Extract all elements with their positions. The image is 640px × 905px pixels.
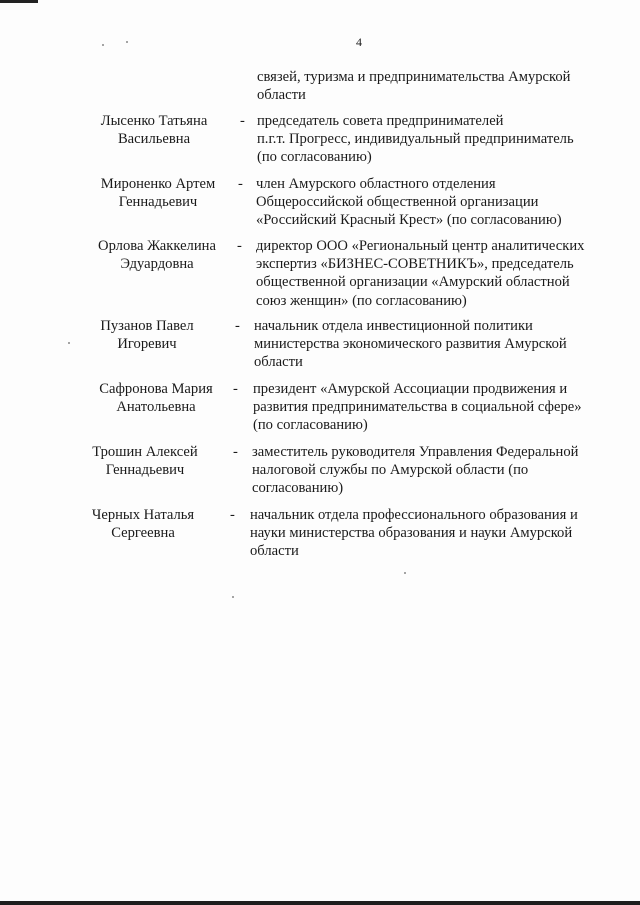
member-description: директор ООО «Региональный центр аналитических экспертиз «БИЗНЕС-СОВЕТНИКЪ», председатель общественной организации «Амурский областной союз женщин» (по согласованию): [256, 238, 585, 309]
member-dash: -: [238, 176, 243, 192]
member-description: начальник отдела профессионального образования и науки министерства образования и науки Амурской области: [250, 507, 578, 560]
member-name: Пузанов Павел Игоревич: [100, 318, 194, 353]
member-description: член Амурского областного отделения Общероссийской общественной организации «Российский Красный Крест» (по согласованию): [256, 176, 562, 229]
member-description: президент «Амурской Ассоциации продвижения и развития предпринимательства в социальной сфере» (по согласованию): [253, 381, 582, 434]
page-number: 4: [356, 35, 362, 49]
member-name: Орлова Жаккелина Эдуардовна: [98, 238, 216, 273]
member-dash: -: [233, 381, 238, 397]
member-dash: -: [233, 444, 238, 460]
scan-bottom-edge: [0, 901, 640, 905]
member-description: начальник отдела инвестиционной политики министерства экономического развития Амурской области: [254, 318, 567, 371]
member-name: Сафронова Мария Анатольевна: [99, 381, 213, 416]
scan-speck: [126, 41, 128, 43]
member-name: Черных Наталья Сергеевна: [91, 507, 195, 542]
scan-corner-mark: [0, 0, 38, 3]
scan-speck: [404, 572, 406, 574]
member-name: Лысенко Татьяна Васильевна: [100, 113, 208, 148]
member-dash: -: [235, 318, 240, 334]
continuation-text: [257, 68, 607, 104]
scan-speck: [102, 44, 104, 46]
member-dash: -: [237, 238, 242, 254]
member-description: председатель совета предпринимателей п.г.т. Прогресс, индивидуальный предприниматель (по согласованию): [257, 113, 574, 166]
member-name: Мироненко Артем Геннадьевич: [100, 176, 216, 211]
scan-speck: [68, 342, 70, 344]
member-description: заместитель руководителя Управления Федеральной налоговой службы по Амурской области (по согласованию): [252, 444, 579, 497]
member-dash: -: [230, 507, 235, 523]
continuation-line: связей, туризма и предпринимательства Амурской: [257, 69, 571, 85]
continuation-line: области: [257, 87, 306, 104]
member-dash: -: [240, 113, 245, 129]
scan-speck: [232, 596, 234, 598]
member-name: Трошин Алексей Геннадьевич: [92, 444, 198, 479]
